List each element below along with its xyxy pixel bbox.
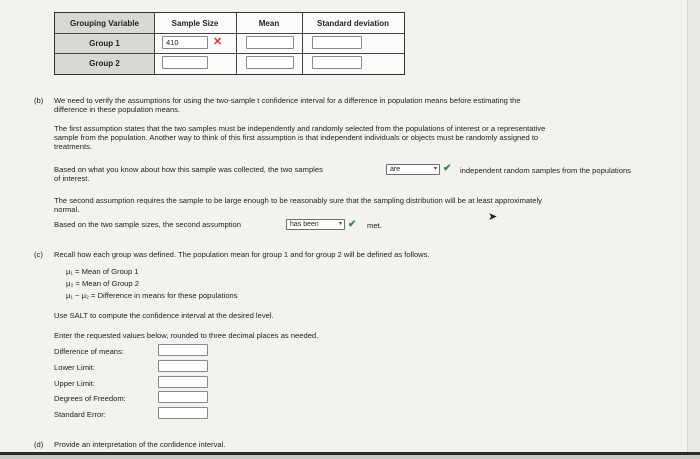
chevron-down-icon: ▾: [433, 166, 437, 172]
mu1-definition: μ₁ = Mean of Group 1: [66, 267, 139, 276]
difference-of-means-label: Difference of means:: [54, 347, 124, 356]
salt-instruction: Use SALT to compute the confidence interval at the desired level.: [54, 311, 274, 320]
mu2-definition: μ₂ = Mean of Group 2: [66, 279, 139, 288]
table-divider: [55, 53, 404, 54]
part-b-letter: (b): [34, 96, 44, 105]
group1-sample-size-input[interactable]: 410: [162, 36, 208, 49]
group2-sample-size-input[interactable]: [162, 56, 208, 69]
part-b-intro-1: We need to verify the assumptions for using the two-sample t confidence interval for a difference in population means before estimating the: [54, 96, 521, 105]
group1-mean-input[interactable]: [246, 36, 294, 49]
degrees-of-freedom-label: Degrees of Freedom:: [54, 394, 126, 403]
row-label-group-2: Group 2: [55, 53, 154, 74]
table-divider: [302, 13, 303, 74]
group2-sd-input[interactable]: [312, 56, 362, 69]
upper-limit-label: Upper Limit:: [54, 379, 95, 388]
group1-sd-input[interactable]: [312, 36, 362, 49]
scroll-strip[interactable]: [687, 0, 700, 459]
part-d-letter: (d): [34, 440, 44, 449]
chevron-down-icon: ▾: [338, 221, 342, 227]
second-assumption-1: The second assumption requires the sample to be large enough to be reasonably sure that the sampling distribution will be at least approximately: [54, 196, 542, 205]
first-assumption-1: The first assumption states that the two samples must be independently and randomly selected from the populations of interest or a representative: [54, 124, 546, 133]
lower-limit-label: Lower Limit:: [54, 363, 95, 372]
upper-limit-input[interactable]: [158, 376, 208, 388]
select-value: are: [390, 166, 401, 173]
q2-text-after: met.: [367, 221, 382, 230]
difference-of-means-input[interactable]: [158, 344, 208, 356]
group2-mean-input[interactable]: [246, 56, 294, 69]
incorrect-x-icon: ✕: [213, 36, 223, 48]
first-assumption-2: sample from the population. Another way to think of this first assumption is that independent individuals or objects must be randomly assigned to: [54, 133, 539, 142]
part-c-letter: (c): [34, 250, 43, 259]
header-sample-size: Sample Size: [171, 18, 219, 28]
check-icon: ✔: [443, 163, 452, 174]
header-standard-deviation: Standard deviation: [316, 18, 389, 28]
samples-independence-select[interactable]: [386, 164, 440, 175]
table-divider: [154, 13, 155, 74]
mouse-cursor-icon: ➤: [488, 211, 498, 223]
second-assumption-2: normal.: [54, 205, 80, 214]
row-label-group-1: Group 1: [55, 33, 154, 53]
q1-text-after: independent random samples from the populations: [460, 166, 631, 175]
bottom-edge: [0, 455, 700, 459]
second-assumption-select[interactable]: [286, 219, 345, 230]
q1-text-before: Based on what you know about how this sample was collected, the two samples: [54, 165, 323, 174]
difference-definition: μ₁ − μ₂ = Difference in means for these populations: [66, 291, 238, 300]
select-value: has been: [290, 221, 319, 228]
standard-error-input[interactable]: [158, 407, 208, 419]
degrees-of-freedom-input[interactable]: [158, 391, 208, 403]
data-table: [54, 12, 405, 75]
table-divider: [55, 33, 404, 34]
check-icon: ✔: [348, 219, 357, 230]
header-mean: Mean: [258, 18, 280, 28]
table-divider: [236, 13, 237, 74]
header-grouping-variable: Grouping Variable: [55, 13, 154, 33]
part-c-intro: Recall how each group was defined. The population mean for group 1 and for group 2 will be defined as follows.: [54, 250, 430, 259]
part-d-text: Provide an interpretation of the confidence interval.: [54, 440, 226, 449]
first-assumption-3: treatments.: [54, 142, 92, 151]
standard-error-label: Standard Error:: [54, 410, 106, 419]
enter-instruction: Enter the requested values below, rounded to three decimal places as needed.: [54, 331, 319, 340]
q2-text-before: Based on the two sample sizes, the second assumption: [54, 220, 241, 229]
q1-text-line2: of interest.: [54, 174, 90, 183]
part-b-intro-2: difference in these population means.: [54, 105, 181, 114]
lower-limit-input[interactable]: [158, 360, 208, 372]
